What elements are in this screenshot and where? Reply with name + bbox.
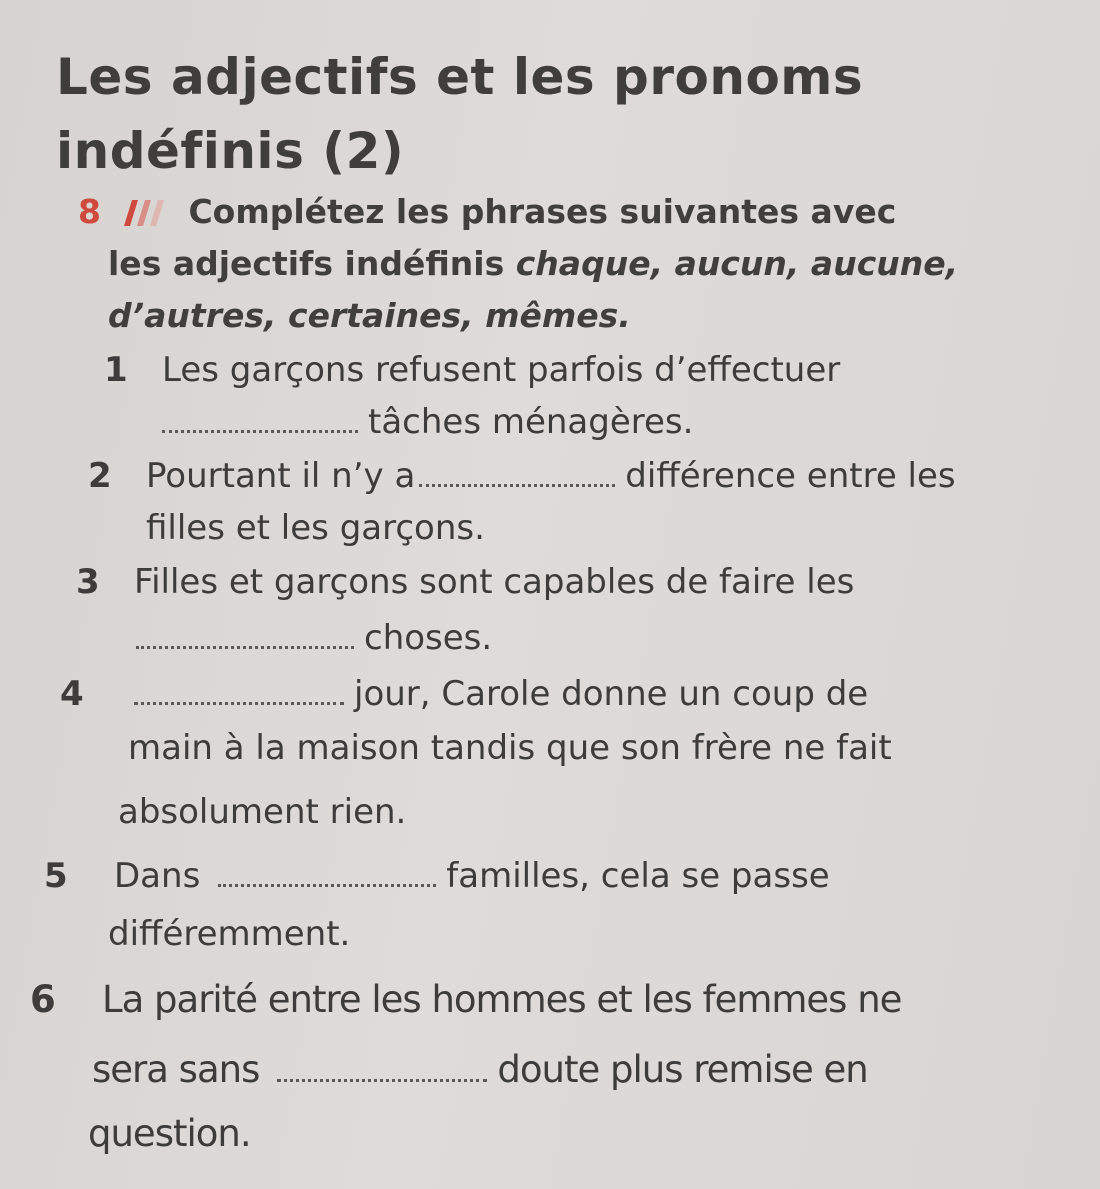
list-item-continuation	[132, 612, 492, 664]
list-item	[60, 668, 868, 720]
list-item	[76, 556, 854, 608]
blank-field[interactable]	[419, 462, 615, 487]
blank-field[interactable]	[218, 862, 436, 887]
instruction-line-2: les adjectifs indéfinis chaque, aucun, aucune,	[108, 244, 959, 283]
item-number: 6	[30, 978, 55, 1021]
instruction-line-3: d’autres, certaines, mêmes.	[108, 296, 631, 335]
item-text-before: La parité entre les hommes et les femmes ne	[102, 978, 902, 1021]
difficulty-slashes-icon	[118, 199, 174, 227]
item-number: 1	[104, 350, 128, 390]
instruction-line-1: Complétez les phrases suivantes avec	[188, 192, 897, 231]
list-item-continuation	[128, 722, 892, 774]
item-text-continuation: absolument rien.	[118, 792, 407, 832]
item-text-continuation: filles et les garçons.	[146, 508, 485, 548]
item-text-after: différence entre les	[625, 456, 956, 496]
list-item-continuation	[146, 502, 485, 554]
blank-field[interactable]	[136, 624, 354, 649]
item-text-after: jour, Carole donne un coup de	[354, 674, 869, 714]
title-line-1: Les adjectifs et les pronoms	[56, 48, 864, 106]
instruction-word-list: chaque, aucun, aucune,	[515, 244, 959, 283]
list-item-continuation	[158, 396, 693, 448]
item-text-before: Dans	[114, 856, 201, 896]
item-number: 4	[60, 674, 84, 714]
list-item	[30, 974, 901, 1026]
item-text-after: doute plus remise en	[497, 1048, 868, 1091]
list-item-continuation	[118, 786, 406, 838]
page-title	[56, 40, 863, 188]
item-text-after: familles, cela se passe	[446, 856, 830, 896]
item-text-continuation: sera sans	[92, 1048, 260, 1091]
item-number: 2	[88, 456, 112, 496]
item-text-after: tâches ménagères.	[368, 402, 694, 442]
item-text-before: Les garçons refusent parfois d’effectuer	[162, 350, 841, 390]
blank-field[interactable]	[277, 1057, 487, 1082]
title-line-2: indéfinis (2)	[56, 122, 405, 180]
item-number: 5	[44, 856, 68, 896]
list-item	[88, 450, 956, 502]
list-item-continuation	[92, 1044, 868, 1096]
item-text-after: choses.	[364, 618, 493, 658]
item-text-continuation: différemment.	[108, 914, 351, 954]
item-text-continuation: question.	[88, 1112, 251, 1155]
item-text-before: Filles et garçons sont capables de faire les	[134, 562, 855, 602]
exercise-number: 8	[78, 192, 101, 231]
list-item	[104, 344, 840, 396]
item-number: 3	[76, 562, 100, 602]
blank-field[interactable]	[162, 408, 358, 433]
list-item-continuation	[108, 908, 350, 960]
list-item	[44, 850, 830, 902]
item-text-before: Pourtant il n’y a	[146, 456, 416, 496]
blank-field[interactable]	[134, 680, 344, 705]
item-text-continuation: main à la maison tandis que son frère ne fait	[128, 728, 892, 768]
list-item-continuation	[88, 1108, 251, 1160]
exercise-instruction	[78, 186, 1068, 342]
